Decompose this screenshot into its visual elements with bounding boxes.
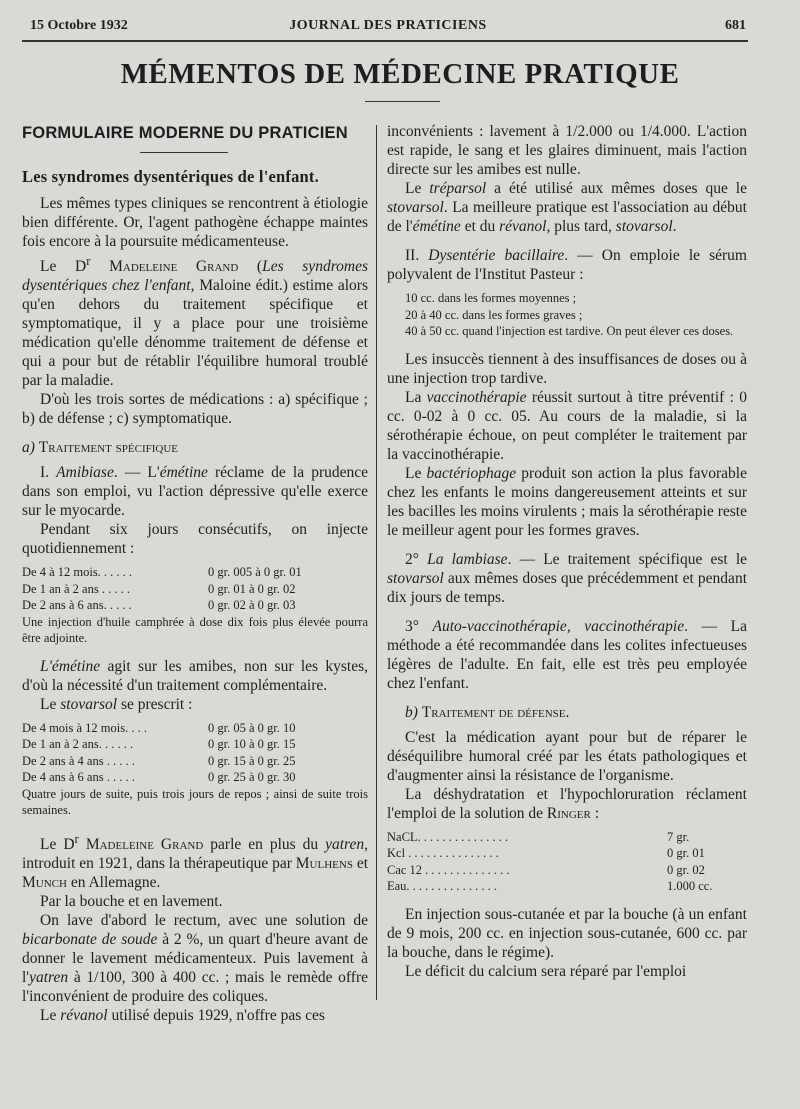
paragraph: inconvénients : lavement à 1/2.000 ou 1/4.000. L'action est rapide, le sang et les glaires diminuent, mais l'action directe sur les amibes est nulle. (387, 123, 747, 178)
right-column (387, 122, 747, 981)
paragraph: Pendant six jours consécutifs, on injecte quotidiennement : (22, 521, 368, 558)
book-title: Les syndromes dysentériques chez l'enfant (22, 258, 369, 295)
serum-dose: 20 à 40 cc. dans les formes graves ; (405, 307, 583, 322)
table-row: Kcl . . . . . . . . . . . . . . . 0 gr. 01 (387, 846, 705, 860)
paragraph: Le bactériophage produit son action la plus favorable chez les enfants le moins dangereusement atteints et sur les bacilles les moins virulents ; mais la sérothérapie reste le meilleur agent pour les formes graves. (387, 464, 747, 539)
table-row: De 4 mois à 12 mois. . . . 0 gr. 05 à 0 gr. 10 (22, 720, 296, 735)
table-row: NaCL. . . . . . . . . . . . . . . 7 gr. (387, 829, 690, 844)
paragraph: C'est la médication ayant pour but de réparer le déséquilibre humoral créé par les états pathologiques et d'augmenter ainsi la résistance de l'organisme. (387, 728, 747, 784)
paragraph: Le $D^r$ Madeleine Grand parle en plus du yatren, introduit en 1921, dans la thérapeutique par Mulhens et Munch en Allemagne. (22, 830, 369, 891)
paragraph: Le tréparsol a été utilisé aux mêmes doses que le stovarsol. La meilleure pratique est l'association au début de l'émétine et du révanol, plus tard, stovarsol. (387, 180, 747, 235)
table-row: De 2 ans à 6 ans. . . . . 0 gr. 02 à 0 gr. 03 (22, 598, 296, 613)
table-row: De 1 an à 2 ans . . . . . 0 gr. 01 à 0 gr. 02 (22, 581, 296, 596)
column-separator (376, 125, 377, 1000)
paragraph: II. Dysentérie bacillaire. — On emploie le sérum polyvalent de l'Institut Pasteur : (387, 247, 747, 283)
header-rule (22, 40, 748, 42)
paragraph: Le déficit du calcium sera réparé par l'emploi (405, 962, 687, 980)
table-row: De 2 ans à 4 ans . . . . . 0 gr. 15 à 0 gr. 25 (22, 753, 296, 768)
author-name: Madeleine Grand (109, 258, 239, 276)
paragraph: La vaccinothérapie réussit surtout à titre préventif : 0 cc. 0-02 à 0 cc. 05. Au cours de la maladie, si la sérothérapie échoue, on peut compléter le traitement par la vaccinothérapie. (387, 388, 747, 463)
article-subtitle: Les syndromes dysentériques de l'enfant. (22, 167, 319, 186)
title-rule (365, 101, 440, 102)
paragraph: I. Amibiase. — L'émétine réclame de la prudence dans son emploi, vu l'action dépressive qu'elle exerce sur le myocarde. (22, 464, 368, 520)
paragraph: L'émétine agit sur les amibes, non sur les kystes, d'où la nécessité d'un traitement complémentaire. (22, 657, 368, 694)
treatment-heading: a) Traitement spécifique (22, 439, 179, 457)
treatment-heading: b) Traitement de défense. (405, 703, 570, 721)
table-row: De 1 an à 2 ans. . . . . . 0 gr. 10 à 0 gr. 15 (22, 737, 296, 752)
ringer-solution-table (387, 829, 712, 895)
paragraph: Le stovarsol se prescrit : (40, 695, 193, 713)
paragraph: D'où les trois sortes de médications : a) spécifique ; b) de défense ; c) symptomatique. (22, 391, 368, 428)
stovarsol-dose-table (22, 720, 296, 786)
paragraph: La déshydratation et l'hypochloruration réclament l'emploi de la solution de Ringer : (387, 785, 747, 822)
emetine-dose-table (22, 564, 302, 614)
section-rule (140, 152, 228, 153)
page-number: 681 (725, 18, 746, 33)
serum-dose: 40 à 50 cc. quand l'injection est tardive. On peut élever ces doses. (405, 324, 734, 338)
table-row: De 4 à 12 mois. . . . . . 0 gr. 005 à 0 gr. 01 (22, 565, 302, 580)
journal-name: JOURNAL DES PRATICIENS (289, 18, 487, 33)
paragraph: En injection sous-cutanée et par la bouche (à un enfant de 9 mois, 200 cc. en injection sous-cutanée, 600 cc. par la bouche, dans le régime). (387, 905, 747, 961)
paragraph: 3° Auto-vaccinothérapie, vaccinothérapie. — La méthode a été recommandée dans les colites infectueuses légères de l'adulte. En fait, elle est très peu employée chez l'enfant. (387, 617, 747, 692)
paragraph: 2° La lambiase. — Le traitement spécifique est le stovarsol aux mêmes doses que précédemment et pendant dix jours de temps. (387, 550, 748, 606)
table-row: Cac 12 . . . . . . . . . . . . . . 0 gr. 02 (387, 862, 705, 877)
page-title: MÉMENTOS DE MÉDECINE PRATIQUE (120, 58, 680, 90)
dose-note: Une injection d'huile camphrée à dose dix fois plus élevée pourra être adjointe. (22, 614, 368, 646)
paragraph: Par la bouche et en lavement. (40, 892, 223, 910)
serum-dose: 10 cc. dans les formes moyennes ; (405, 291, 577, 305)
table-row: Eau. . . . . . . . . . . . . . . 1.000 cc. (387, 879, 713, 893)
dose-note: Quatre jours de suite, puis trois jours de repos ; ainsi de suite trois semaines. (22, 786, 368, 818)
table-row: De 4 ans à 6 ans . . . . . 0 gr. 25 à 0 gr. 30 (22, 770, 296, 785)
paragraph: Le $D^r$ Madeleine Grand (Les syndromes dysentériques chez l'enfant, Maloine édit.) estime alors qu'en dehors du traitement spécifique et symptomatique, il y a place pour une troisième médication qu'elle dénomme traitement de défense et qui a pour but de rétablir l'équilibre humoral troublé par la maladie. (22, 253, 369, 390)
paragraph: Le révanol utilisé depuis 1929, n'offre pas ces (40, 1006, 325, 1024)
paragraph: On lave d'abord le rectum, avec une solution de bicarbonate de soude à 2 %, un quart d'heure avant de donner le lavement médicamenteux. Puis lavement à l'yatren à 1/100, 300 à 400 cc. ; mais le remède offre l'inconvénient de produire des coliques. (22, 911, 368, 1005)
issue-date: 15 Octobre 1932 (30, 18, 128, 33)
left-column (22, 122, 368, 1025)
section-title: FORMULAIRE MODERNE DU PRATICIEN (22, 124, 348, 142)
running-header (30, 18, 746, 38)
paragraph: Les mêmes types cliniques se rencontrent à étiologie bien différente. Or, l'agent pathogène échappe maintes fois encore à la poursuite médicamenteuse. (22, 195, 368, 250)
paragraph: Les insuccès tiennent à des insuffisances de doses ou à une injection trop tardive. (387, 350, 747, 387)
